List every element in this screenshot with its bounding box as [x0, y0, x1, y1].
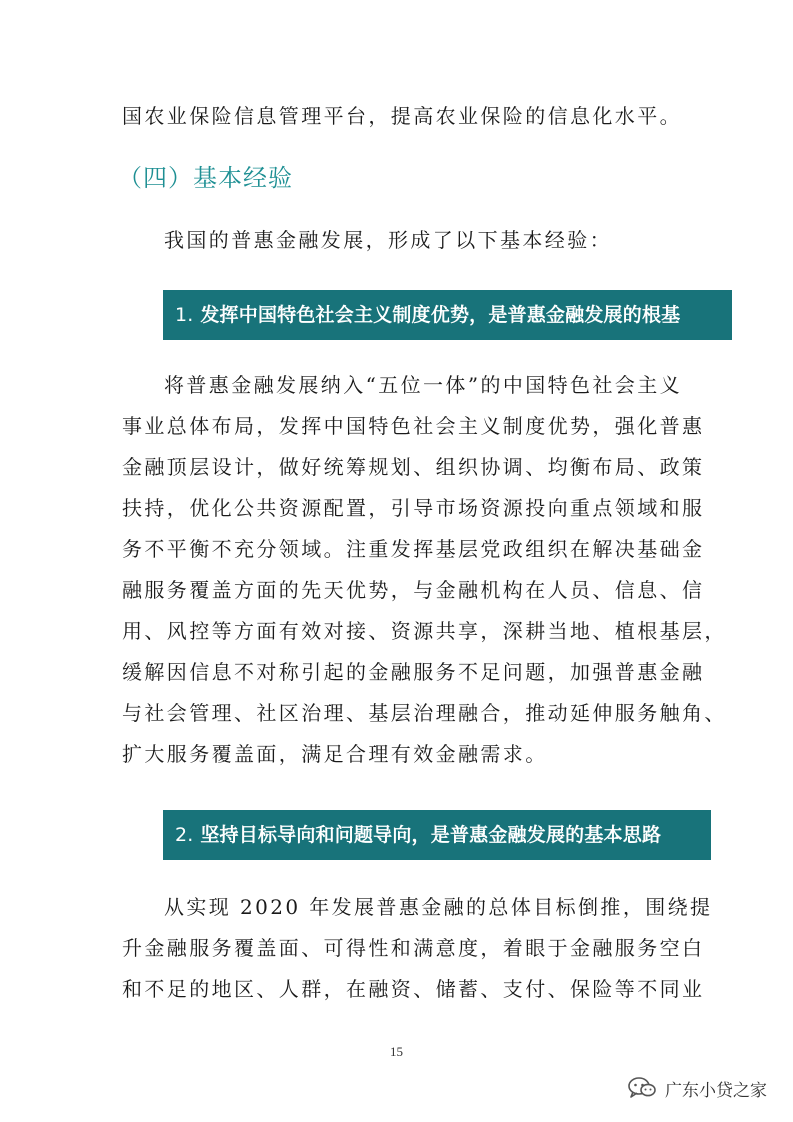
- banner-2-text: 坚持目标导向和问题导向，是普惠金融发展的基本思路: [193, 824, 662, 846]
- watermark: [627, 1072, 767, 1104]
- intro-line: 国农业保险信息管理平台，提高农业保险的信息化水平。: [122, 104, 682, 128]
- paragraph-line: 金融顶层设计，做好统筹规划、组织协调、均衡布局、政策: [122, 455, 705, 479]
- paragraph-line: 将普惠金融发展纳入“五位一体”的中国特色社会主义: [164, 373, 683, 397]
- paragraph-2: [122, 887, 713, 1010]
- watermark-text: 广东小贷之家: [665, 1080, 767, 1101]
- wechat-icon: [627, 1076, 657, 1100]
- banner-1-number: 1.: [175, 304, 194, 326]
- paragraph-line: 用、风控等方面有效对接、资源共享，深耕当地、植根基层，: [122, 619, 727, 643]
- paragraph-line: 缓解因信息不对称引起的金融服务不足问题，加强普惠金融: [122, 660, 705, 684]
- paragraph-line: 与社会管理、社区治理、基层治理融合，推动延伸服务触角、: [122, 701, 727, 725]
- subheading-banner-1: [163, 290, 732, 340]
- paragraph-line: 扩大服务覆盖面，满足合理有效金融需求。: [122, 742, 548, 766]
- paragraph-line: 升金融服务覆盖面、可得性和满意度，着眼于金融服务空白: [122, 936, 705, 960]
- paragraph-1: [122, 365, 727, 775]
- lead-paragraph: 我国的普惠金融发展，形成了以下基本经验：: [164, 228, 612, 252]
- paragraph-line: 融服务覆盖方面的先天优势，与金融机构在人员、信息、信: [122, 578, 705, 602]
- paragraph-line: 扶持，优化公共资源配置，引导市场资源投向重点领域和服: [122, 496, 705, 520]
- paragraph-line: 从实现 2020 年发展普惠金融的总体目标倒推，围绕提: [164, 895, 713, 919]
- paragraph-line: 务不平衡不充分领域。注重发挥基层党政组织在解决基础金: [122, 537, 705, 561]
- subheading-banner-2: [163, 810, 711, 860]
- banner-1-text: 发挥中国特色社会主义制度优势，是普惠金融发展的根基: [193, 304, 681, 326]
- section-heading: （四）基本经验: [118, 164, 293, 192]
- paragraph-line: 事业总体布局，发挥中国特色社会主义制度优势，强化普惠: [122, 414, 705, 438]
- paragraph-line: 和不足的地区、人群，在融资、储蓄、支付、保险等不同业: [122, 977, 705, 1001]
- page-number: 15: [390, 1044, 403, 1059]
- banner-2-number: 2.: [175, 824, 194, 846]
